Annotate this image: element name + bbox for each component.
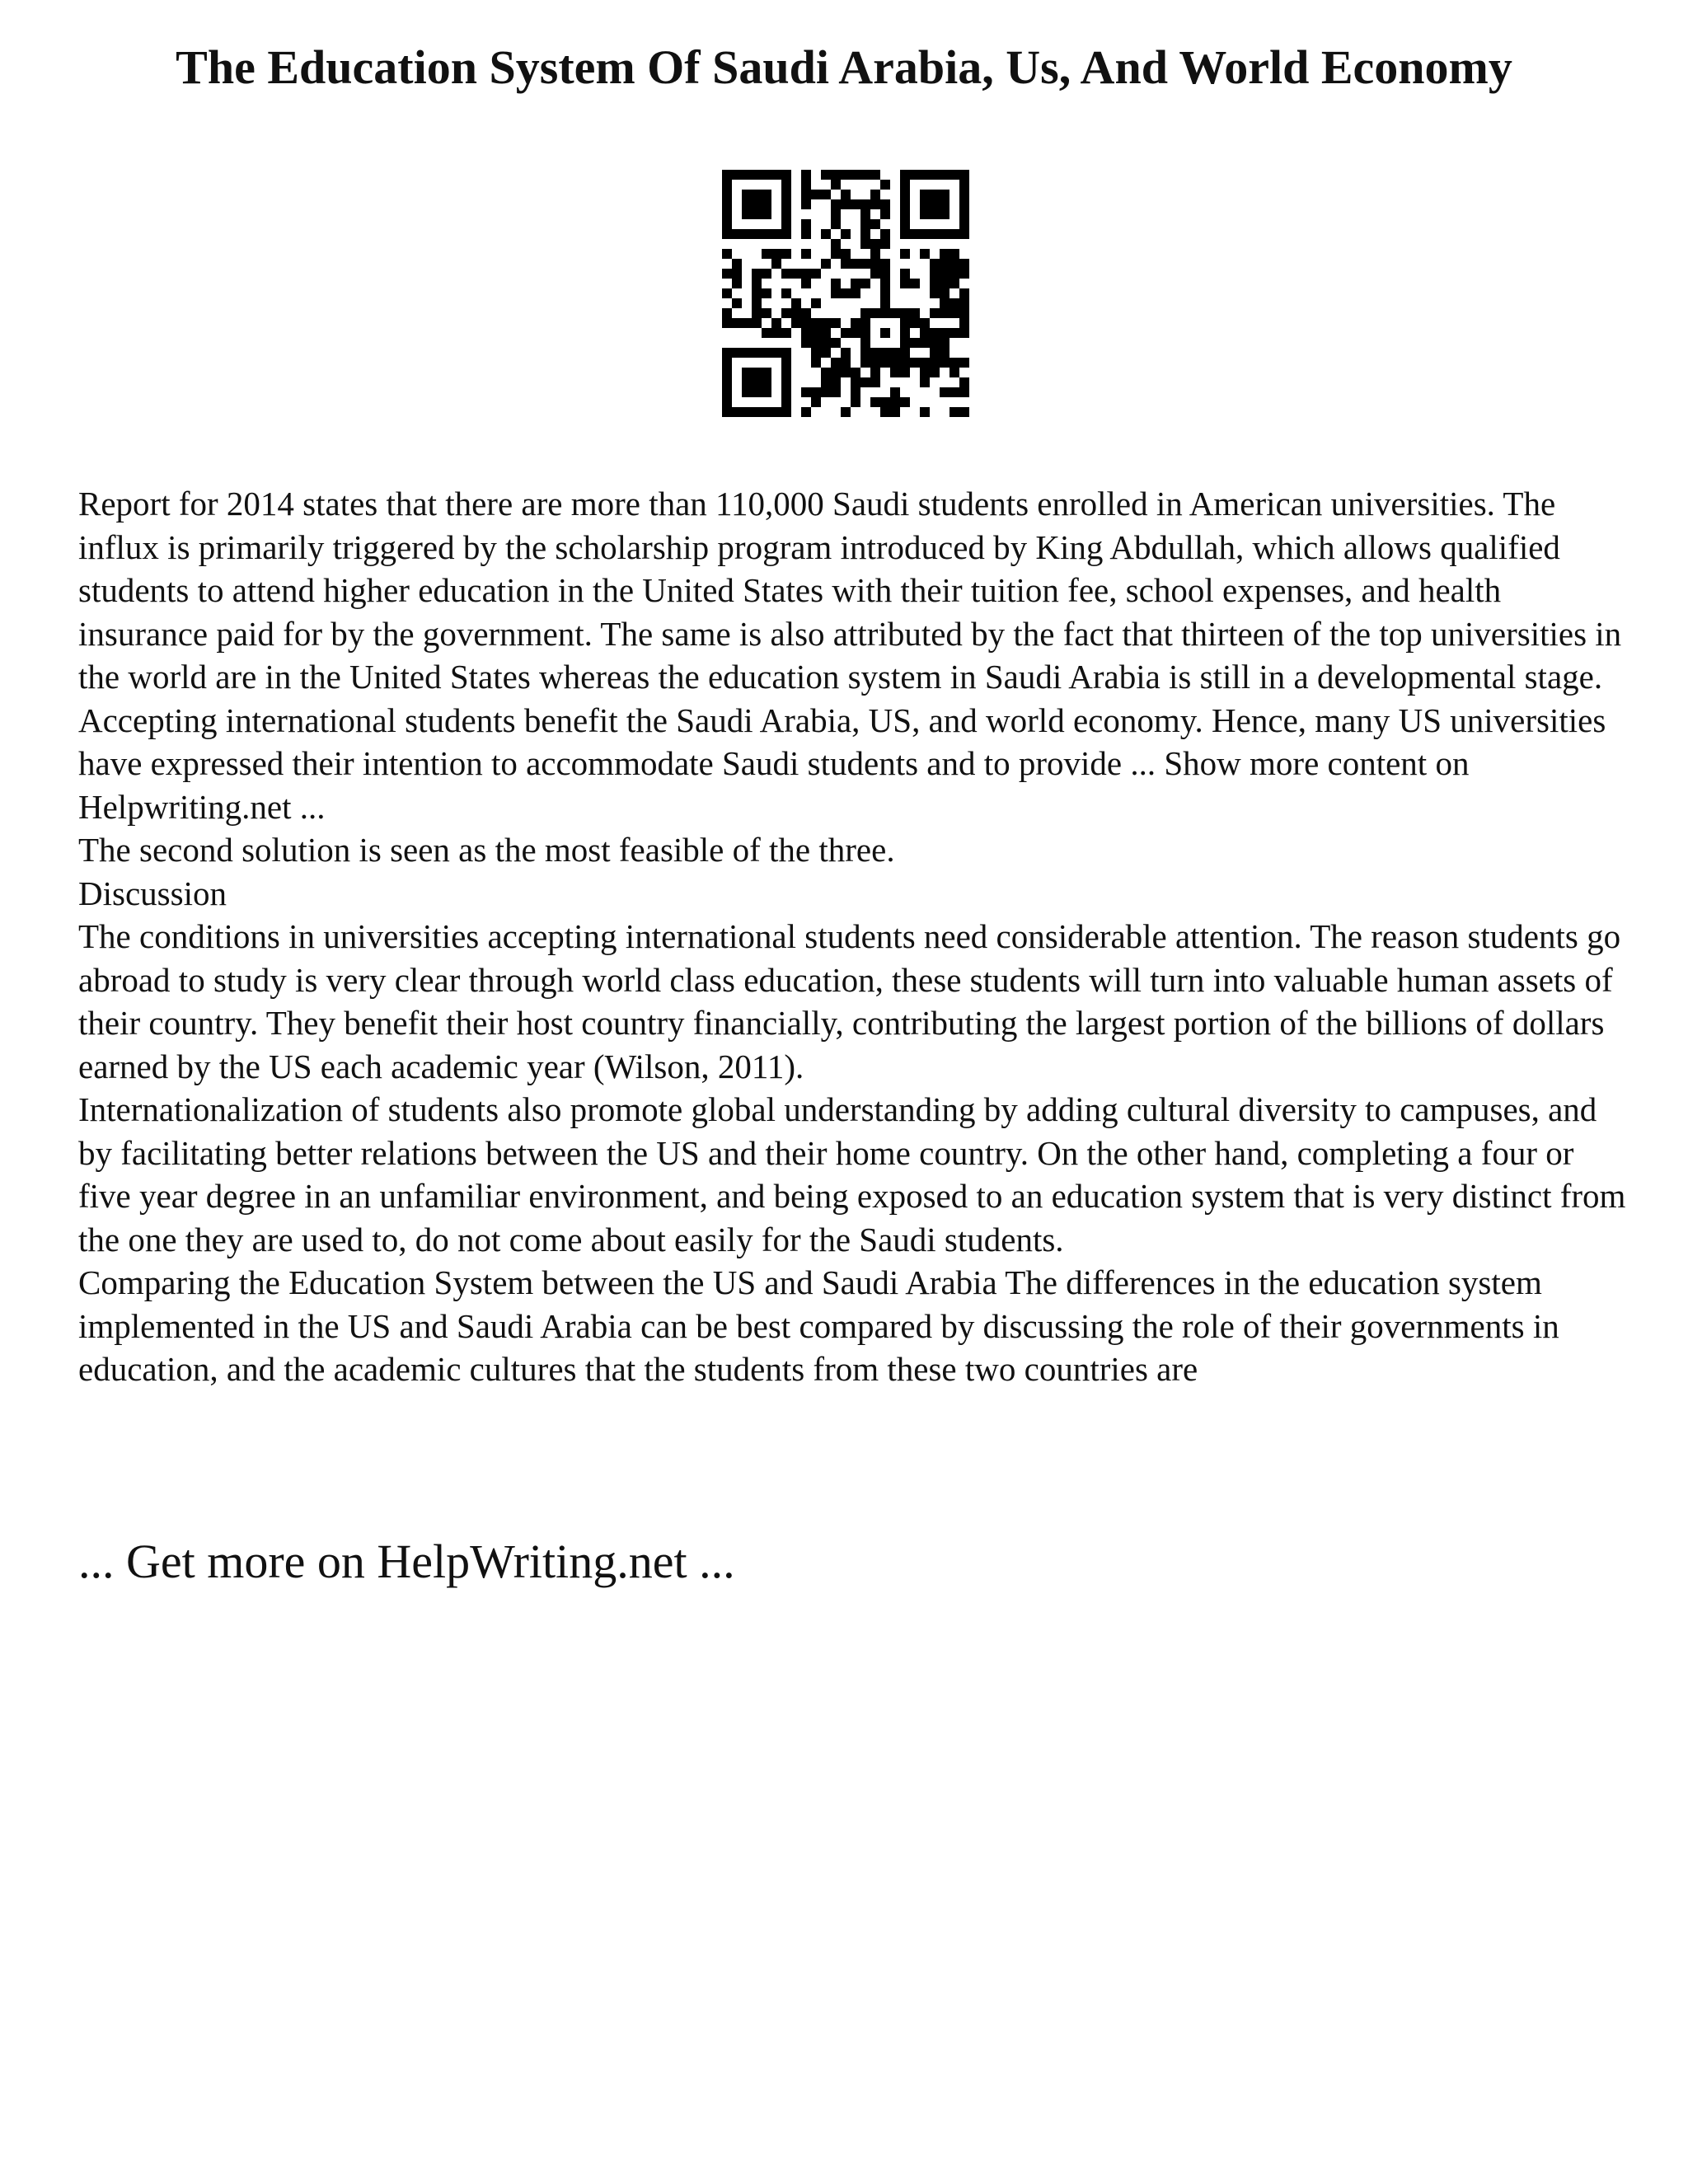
get-more-link[interactable]: ... Get more on HelpWriting.net ...: [78, 1535, 735, 1588]
body-text: [78, 482, 1628, 1391]
document-title: The Education System Of Saudi Arabia, Us, And World Economy: [176, 40, 1512, 94]
section-heading-discussion: Discussion: [78, 874, 227, 912]
paragraph-conditions: The conditions in universities accepting international students need considerable attention. The reason students go abroad to study is very clear through world class education, these students will turn into valuable human assets of their country. They benefit their host country financially, contributing the largest portion of the billions of dollars earned by the US each academic year (Wilson, 2011).: [78, 917, 1621, 1085]
paragraph-comparing: Comparing the Education System between the US and Saudi Arabia The differences in the education system implemented in the US and Saudi Arabia can be best compared by discussing the role of their governments in education, and the academic cultures that the students from these two countries are: [78, 1263, 1559, 1388]
paragraph-report: Report for 2014 states that there are more than 110,000 Saudi students enrolled in American universities. The influx is primarily triggered by the scholarship program introduced by King Abdullah, which allows qualified students to attend higher education in the United States with their tuition fee, school expenses, and health insurance paid for by the government. The same is also attributed by the fact that thirteen of the top universities in the world are in the United States whereas the education system in Saudi Arabia is still in a developmental stage.: [78, 485, 1622, 696]
paragraph-second-solution: The second solution is seen as the most feasible of the three.: [78, 831, 895, 869]
qr-code-icon: [722, 170, 969, 417]
paragraph-accepting: Accepting international students benefit the Saudi Arabia, US, and world economy. Hence, many US universities have expressed their intention to accommodate Saudi students and to provide ... Show more content on Helpwriting.net ...: [78, 701, 1606, 826]
paragraph-internationalization: Internationalization of students also promote global understanding by adding cultural diversity to campuses, and by facilitating better relations between the US and their home country. On the other hand, completing a four or five year degree in an unfamiliar environment, and being exposed to an education system that is very distinct from the one they are used to, do not come about easily for the Saudi students.: [78, 1090, 1626, 1258]
